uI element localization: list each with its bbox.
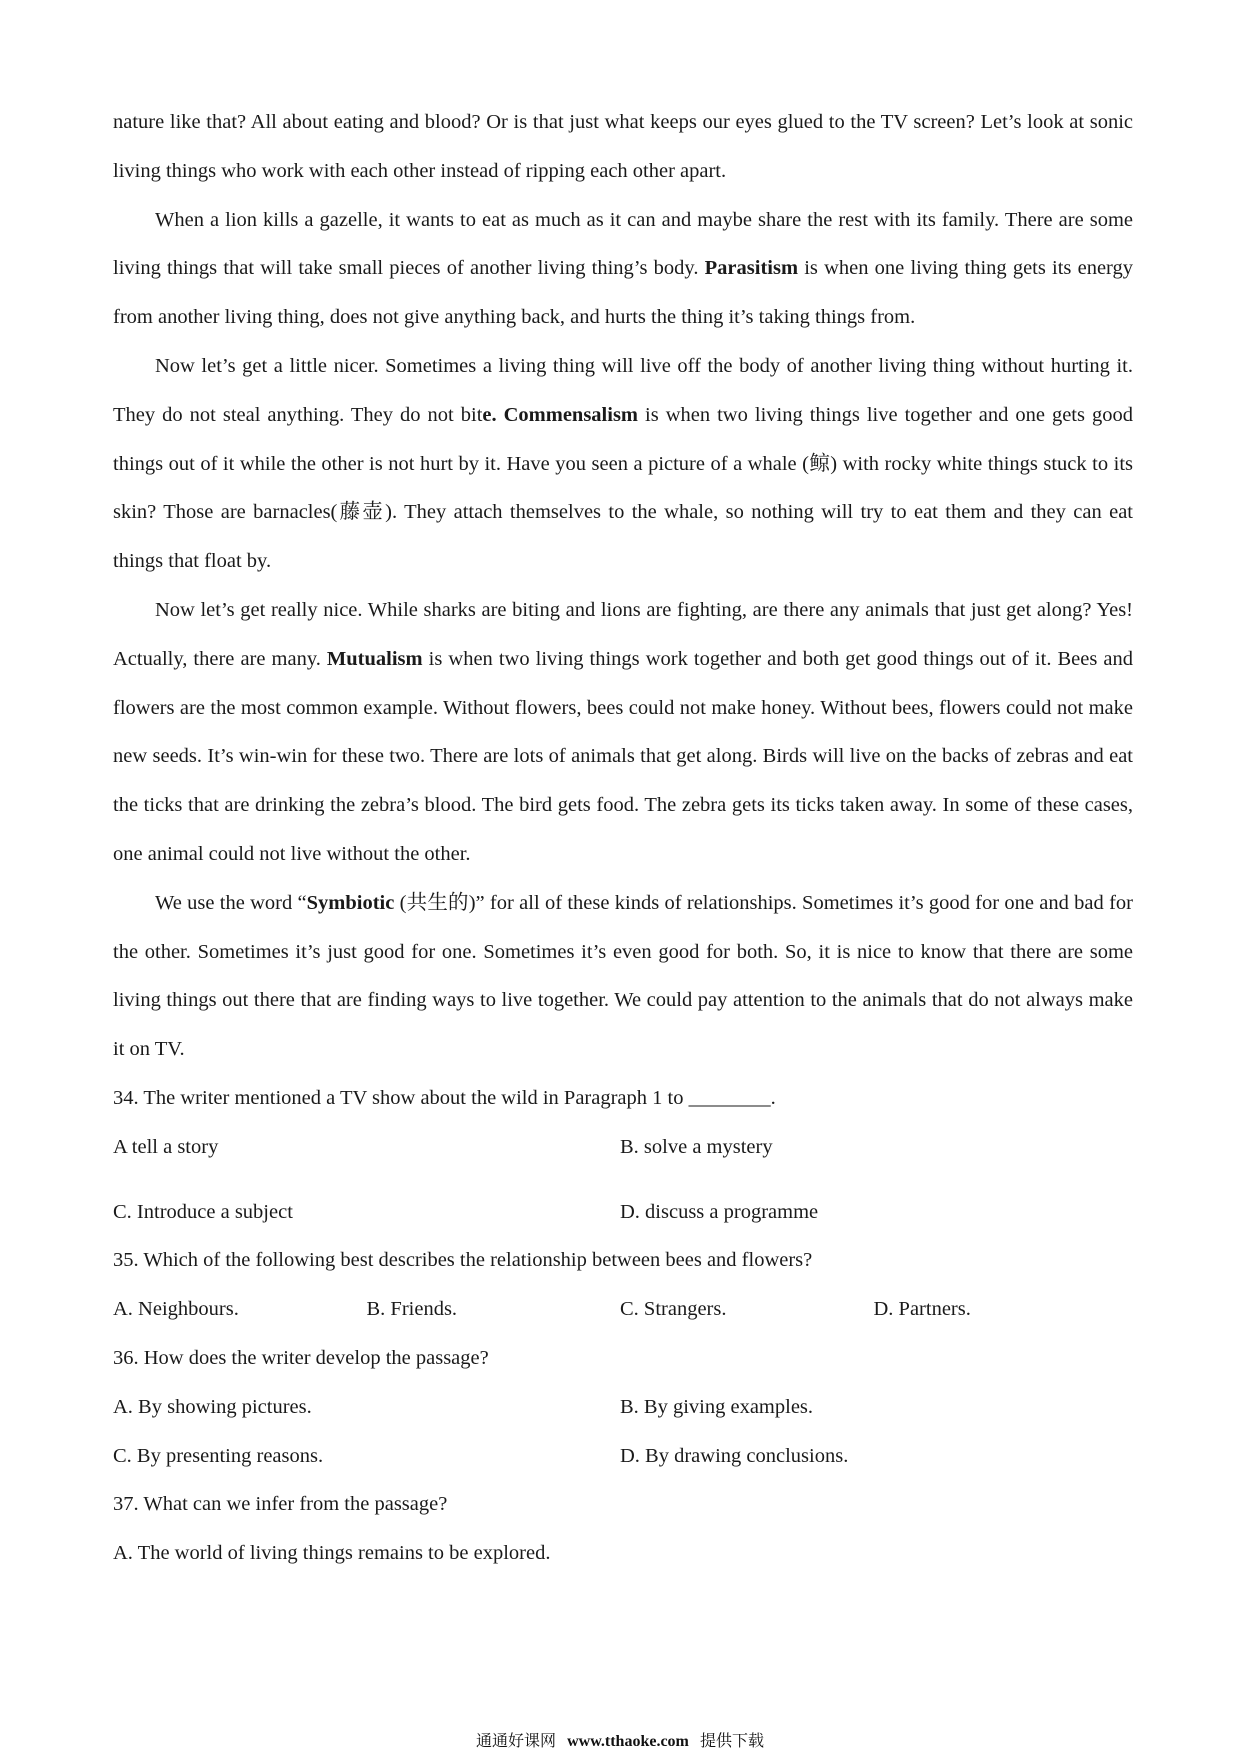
- question-34-stem: 34. The writer mentioned a TV show about the wild in Paragraph 1 to ________.: [113, 1086, 776, 1109]
- question-37-options-row: [113, 1529, 1133, 1578]
- question-34-options-row-2: [113, 1188, 1133, 1237]
- paragraph-text: is when one living thing gets its energy from another living thing, does not give anything back, and hurts the thing it’s taking things from.: [113, 257, 1134, 329]
- question-35-option-c: C. Strangers.: [620, 1298, 727, 1321]
- footer-site-name: 通通好课网: [476, 1731, 557, 1750]
- paragraph-text: We use the word “: [155, 891, 307, 914]
- page-footer: [0, 1728, 1240, 1751]
- paragraph-text: (共生的)” for all of these kinds of relationships. Sometimes it’s good for one and bad for the other. Sometimes it’s just good for one. Sometimes it’s even good for both. So, it is nice to know that there are some living things out there that are finding ways to live together. We could pay attention to the animals that do not always make it on TV.: [113, 891, 1133, 1061]
- question-34-options-row-1: [113, 1123, 1133, 1172]
- question-36-options-row-1: [113, 1383, 1133, 1432]
- question-36-option-d: D. By drawing conclusions.: [620, 1444, 849, 1467]
- paragraph-symbiotic: [113, 879, 1133, 1074]
- term-symbiotic: Symbiotic: [306, 891, 395, 914]
- paragraph-text: is when two living things work together and both get good things out of it. Bees and flowers are the most common example. Without flowers, bees could not make honey. Without bees, flowers could not make new seeds. It’s win-win for these two. There are lots of animals that get along. Birds will live on the backs of zebras and eat the ticks that are drinking the zebra’s blood. The bird gets food. The zebra gets its ticks taken away. In some of these cases, one animal could not live without the other.: [113, 647, 1133, 865]
- paragraph-text: When a lion kills a gazelle, it wants to eat as much as it can and maybe share the rest with its family. There are some living things that will take small pieces of another living thing’s body.: [113, 208, 1133, 280]
- paragraph-text: is when two living things live together and one gets good things out of it while the other is not hurt by it. Have you seen a picture of a whale (鲸) with rocky white things stuck to its skin? Those are barnacles(藤壶). They attach themselves to the whale, so nothing will try to eat them and they can eat things that float by.: [113, 403, 1133, 573]
- question-35-option-d: D. Partners.: [873, 1298, 971, 1321]
- paragraph-parasitism: [113, 196, 1133, 342]
- question-35-options-row: [113, 1285, 1133, 1334]
- paragraph-text: Now let’s get really nice. While sharks are biting and lions are fighting, are there any animals that just get along? Yes! Actually, there are many.: [113, 598, 1133, 670]
- question-34-option-a: A tell a story: [113, 1135, 219, 1158]
- question-36-stem: 36. How does the writer develop the passage?: [113, 1346, 489, 1369]
- question-35-option-b: B. Friends.: [366, 1298, 458, 1321]
- question-34-option-b: B. solve a mystery: [620, 1135, 773, 1158]
- question-34-option-c: C. Introduce a subject: [113, 1200, 293, 1223]
- term-parasitism: Parasitism: [704, 257, 799, 280]
- question-35-stem: 35. Which of the following best describes the relationship between bees and flowers?: [113, 1249, 813, 1272]
- question-36-option-b: B. By giving examples.: [620, 1395, 814, 1418]
- question-36-options-row-2: [113, 1432, 1133, 1481]
- question-35-option-a: A. Neighbours.: [113, 1298, 239, 1321]
- paragraph-mutualism: [113, 586, 1133, 879]
- footer-download-text: 提供下载: [699, 1731, 764, 1750]
- paragraph-text: Now let’s get a little nicer. Sometimes a living thing will live off the body of another living thing without hurting it. They do not steal anything. They do not bit: [113, 354, 1133, 426]
- question-37-stem: 37. What can we infer from the passage?: [113, 1493, 448, 1516]
- question-37-option-a: A. The world of living things remains to be explored.: [113, 1542, 551, 1565]
- paragraph-commensalism: [113, 342, 1133, 586]
- footer-url: www.tthaoke.com: [567, 1733, 689, 1750]
- document-page: [113, 98, 1133, 1578]
- question-34-option-d: D. discuss a programme: [620, 1200, 819, 1223]
- paragraph-intro: nature like that? All about eating and blood? Or is that just what keeps our eyes glued to the TV screen? Let’s look at sonic living things who work with each other instead of ripping each other apart.: [113, 111, 1133, 182]
- question-36-option-a: A. By showing pictures.: [113, 1395, 312, 1418]
- term-mutualism: Mutualism: [326, 647, 423, 670]
- term-commensalism: e. Commensalism: [482, 403, 639, 426]
- question-36-option-c: C. By presenting reasons.: [113, 1444, 324, 1467]
